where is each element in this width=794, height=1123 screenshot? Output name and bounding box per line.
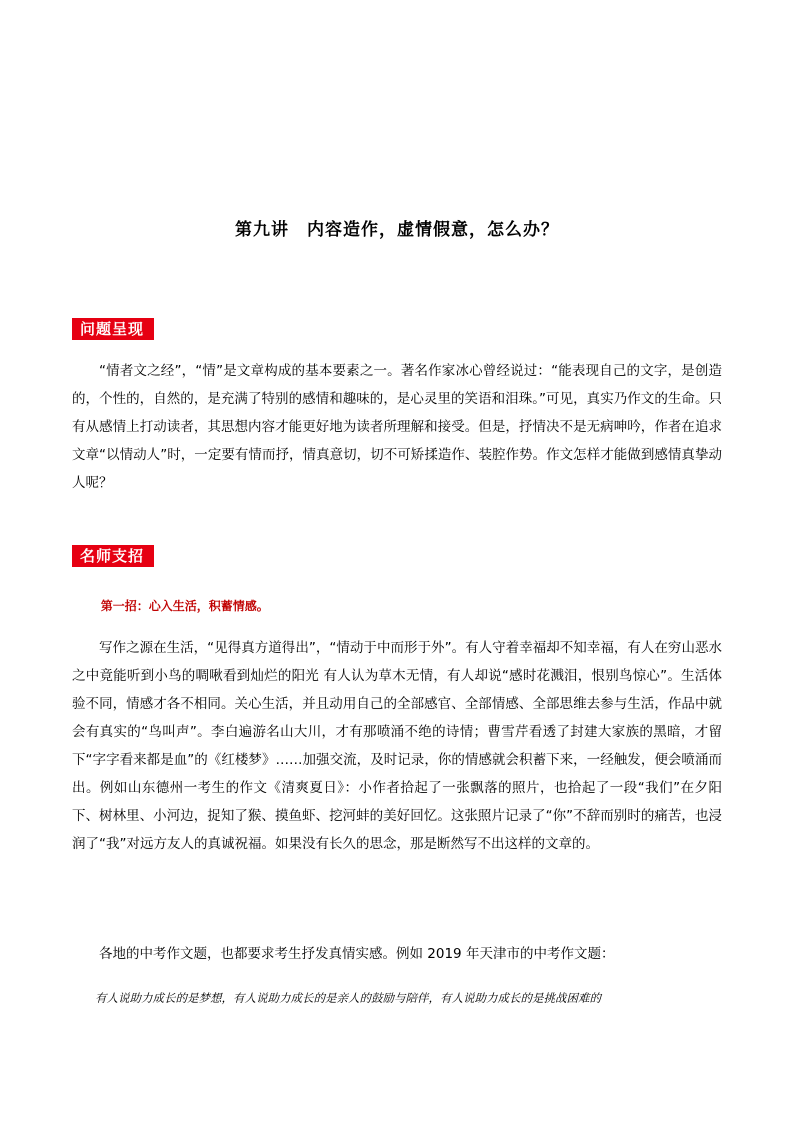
tip-one-heading: 第一招：心入生活，积蓄情感。 [100,599,269,613]
lecture-title: 第九讲 内容造作，虚情假意，怎么办？ [235,220,559,240]
exam-prompt-quote: 有人说助力成长的是梦想，有人说助力成长的是亲人的鼓励与陪伴，有人说助力成长的是挑战困难的 [95,991,601,1005]
section-label-problem: 问题呈现 [72,318,154,340]
section-label-tips: 名师支招 [72,545,154,567]
problem-paragraph: “情者文之经”，“情”是文章构成的基本要素之一。著名作家冰心曾经说过：“能表现自己的文字，是创造的，个性的，自然的，是充满了特别的感情和趣味的，是心灵里的笑语和泪珠。”可见，真实乃作文的生命。只有从感情上打动读者，其思想内容才能更好地为读者所理解和接受。但是，抒情决不是无病呻吟，作者在追求文章“以情动人”时，一定要有情而抒，情真意切，切不可矫揉造作、装腔作势。作文怎样才能做到感情真挚动人呢？ [72,363,722,491]
exam-paragraph: 各地的中考作文题，也都要求考生抒发真情实感。例如 2019 年天津市的中考作文题： [99,946,615,962]
tip-one-paragraph: 写作之源在生活，“见得真方道得出”，“情动于中而形于外”。有人守着幸福却不知幸福，有人在穷山恶水之中竟能听到小鸟的啁啾看到灿烂的阳光 有人认为草木无情，有人却说“感时花溅泪，恨别鸟惊心”。生活体验不同，情感才各不相同。关心生活，并且动用自己的全部感官、全部情感、全部思维去参与生活，作品中就会有真实的“鸟叫声”。李白遍游名山大川，才有那喷涌不绝的诗情；曹雪芹看透了封建大家族的黑暗，才留下“字字看来都是血”的《红楼梦》……加强交流，及时记录，你的情感就会积蓄下来，一经触发，便会喷涌而出。例如山东德州一考生的作文《清爽夏日》：小作者拾起了一张飘落的照片，也拾起了一段“我们”在夕阳下、树林里、小河边，捉知了猴、摸鱼虾、挖河蚌的美好回忆。这张照片记录了“你”不辞而别时的痛苦，也浸润了“我”对远方友人的真诚祝福。如果没有长久的思念，那是断然写不出这样的文章的。 [72,640,722,852]
